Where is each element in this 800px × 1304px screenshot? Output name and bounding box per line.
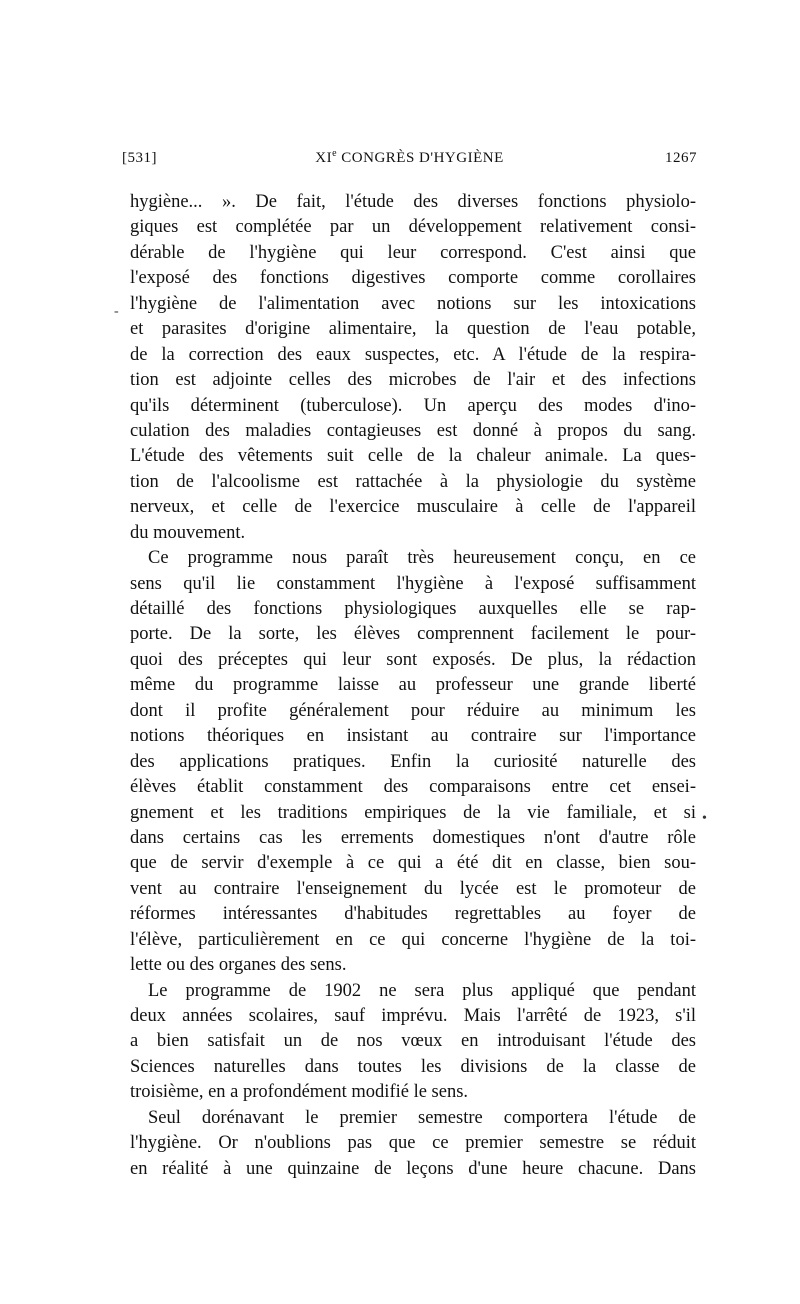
- text-line: troisième, en a profondément modifié le sens.: [130, 1082, 469, 1103]
- page-reference: [531]: [122, 150, 157, 166]
- text-line: giques est complétée par un développement relativement consi-: [130, 217, 696, 238]
- page-number: 1267: [665, 150, 697, 166]
- text-line: l'hygiène de l'alimentation avec notions sur les intoxications: [130, 293, 696, 314]
- text-line: qu'ils déterminent (tuberculose). Un aperçu des modes d'ino-: [130, 395, 696, 416]
- text-line: l'exposé des fonctions digestives comporte comme corollaires: [130, 268, 696, 289]
- text-line: l'hygiène. Or n'oublions pas que ce premier semestre se réduit: [130, 1133, 696, 1154]
- running-title-superscript: e: [332, 148, 338, 159]
- margin-mark-dot: •: [702, 811, 707, 826]
- text-line: nerveux, et celle de l'exercice musculaire à celle de l'appareil: [130, 497, 696, 518]
- text-line: tion est adjointe celles des microbes de l'air et des infections: [130, 370, 696, 391]
- text-line: que de servir d'exemple à ce qui a été dit en classe, bien sou-: [130, 853, 696, 874]
- text-line: L'étude des vêtements suit celle de la chaleur animale. La ques-: [130, 446, 696, 467]
- text-line: porte. De la sorte, les élèves comprennent facilement le pour-: [130, 624, 696, 645]
- text-line: de la correction des eaux suspectes, etc. A l'étude de la respira-: [130, 344, 696, 365]
- text-line: dérable de l'hygiène qui leur correspond. C'est ainsi que: [130, 242, 696, 263]
- text-line: sens qu'il lie constamment l'hygiène à l'exposé suffisamment: [130, 573, 696, 594]
- text-line: dont il profite généralement pour réduire au minimum les: [130, 700, 696, 721]
- text-line: quoi des préceptes qui leur sont exposés. De plus, la rédaction: [130, 649, 696, 670]
- text-line: dans certains cas les errements domestiques n'ont d'autre rôle: [130, 827, 696, 848]
- running-title-prefix: XI: [315, 150, 333, 166]
- running-title-rest: CONGRÈS D'HYGIÈNE: [337, 150, 504, 166]
- text-line: hygiène... ». De fait, l'étude des diverses fonctions physiolo-: [130, 192, 696, 212]
- text-line: notions théoriques en insistant au contraire sur l'importance: [130, 726, 696, 747]
- text-line: tion de l'alcoolisme est rattachée à la physiologie du système: [130, 471, 696, 492]
- text-line: détaillé des fonctions physiologiques auxquelles elle se rap-: [130, 599, 696, 619]
- text-line: l'élève, particulièrement en ce qui concerne l'hygiène de la toi-: [130, 929, 696, 950]
- margin-mark-dash: -: [114, 304, 119, 319]
- text-line: Le programme de 1902 ne sera plus appliqué que pendant: [148, 980, 696, 1001]
- text-line: même du programme laisse au professeur une grande liberté: [130, 675, 696, 696]
- text-line: des applications pratiques. Enfin la curiosité naturelle des: [130, 751, 696, 772]
- running-head: [122, 150, 697, 176]
- text-line: élèves établit constamment des comparaisons entre cet ensei-: [130, 777, 696, 798]
- text-line: et parasites d'origine alimentaire, la question de l'eau potable,: [130, 319, 696, 340]
- running-title: [122, 150, 697, 167]
- text-line: vent au contraire l'enseignement du lycée est le promoteur de: [130, 878, 696, 899]
- text-line: culation des maladies contagieuses est donné à propos du sang.: [130, 420, 696, 441]
- body-text: [130, 190, 696, 1182]
- text-line: du mouvement.: [130, 522, 246, 543]
- text-line: a bien satisfait un de nos vœux en introduisant l'étude des: [130, 1031, 696, 1052]
- text-line: Seul dorénavant le premier semestre comportera l'étude de: [148, 1107, 696, 1128]
- text-line: gnement et les traditions empiriques de la vie familiale, et si: [130, 802, 696, 823]
- text-line: lette ou des organes des sens.: [130, 955, 347, 976]
- text-line: Sciences naturelles dans toutes les divisions de la classe de: [130, 1056, 696, 1077]
- text-line: deux années scolaires, sauf imprévu. Mais l'arrêté de 1923, s'il: [130, 1006, 696, 1026]
- text-line: en réalité à une quinzaine de leçons d'une heure chacune. Dans: [130, 1158, 696, 1179]
- text-line: Ce programme nous paraît très heureusement conçu, en ce: [148, 548, 696, 569]
- text-line: réformes intéressantes d'habitudes regrettables au foyer de: [130, 904, 696, 925]
